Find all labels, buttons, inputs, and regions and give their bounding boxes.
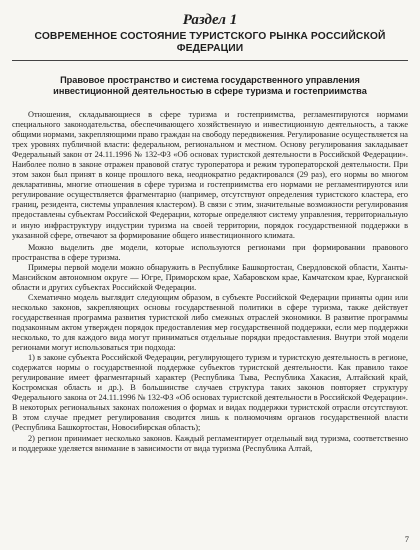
chapter-title: СОВРЕМЕННОЕ СОСТОЯНИЕ ТУРИСТСКОГО РЫНКА РОССИЙСКОЙ ФЕДЕРАЦИИ <box>34 31 386 54</box>
paragraph: 1) в законе субъекта Российской Федерации, регулирующего туризм и туристскую деятельность в регионе, содержатся нормы о государственной поддержке субъектов туристской деятельности. Как правило такое регулирование имеет фрагментарный характер (Республика Тыва, Республика Хакасия, Алтайский край, Костромская область и др.). В большинстве случаев структура таких законов повторяет структуру Федерального закона от 24.11.1996 № 132-ФЗ «Об основах туристской деятельности в Российской Федерации». В некоторых региональных законах положения о формах и видах поддержки туристской отрасли отсутствуют. В этом случае предмет регулирования сводится лишь к полномочиям органов государственной власти (Республика Башкортостан, Новосибирская область); <box>12 353 408 433</box>
paragraph: Отношения, складывающиеся в сфере туризма и гостеприимства, регламентируются нормами специального законодательства, обеспечивающего хозяйственную и инвестиционную деятельность, а также общими нормами, закрепляющими право граждан на свободу передвижения. Регулирование осуществляется на трех уровнях публичной власти: федеральном, региональном и местном. Основу регулирования закладывает Федеральный закон от 24.11.1996 № 132-ФЗ «Об основах туристской деятельности в Российской Федерации». Наиболее полно в законе отражен правовой статус туроператора и режим туроператорской деятельности. При этом закон был принят в конце прошлого века, неоднократно редактировался (29 раз), его нормы во многом декларативны, многие отношения в сфере туризма и гостеприимства его нормами не регламентируются или регулирование осуществляется фрагментарно (например, отсутствуют определения туристского кластера, его границ, резидента, системы управления кластером). В связи с этим, значительные возможности регулирования предоставлены субъектам Российской Федерации, которые определяют систему управления, территориальную и иную инфраструктуру индустрии туризма на своей территории, порядок государственной поддержки в указанной сфере, отвечают за формирование общего инвестиционного климата. <box>12 110 408 240</box>
paragraph: Примеры первой модели можно обнаружить в Республике Башкортостан, Свердловской области, Ханты-Мансийском автономном округе — Югре, Приморском крае, Хабаровском крае, Камчатском крае, Курганской области и других субъектах Российской Федерации. <box>12 262 408 292</box>
paragraph: Схематично модель выглядит следующим образом, в субъекте Российской Федерации приняты один или несколько законов, закрепляющих основы государственной политики в сфере туризма, также действует государственная программа развития туристской либо смежных отраслей экономики. В развитие программы подзаконным актом утвержден порядок предоставления мер государственной поддержки, если мер поддержки несколько, то для каждого вида могут приниматься отдельные порядки предоставления. Внутри этой модели регионами могут использоваться три подхода: <box>12 292 408 353</box>
body-text <box>12 110 408 454</box>
page-number: 7 <box>404 534 409 544</box>
part-heading: Раздел 1 <box>182 12 238 28</box>
paragraph: 2) регион принимает несколько законов. Каждый регламентирует отдельный вид туризма, соответственно и поддержке уделяется внимание в зависимости от вида туризма (Республика Алтай, <box>12 433 408 453</box>
paragraph: Можно выделить две модели, которые используются регионами при формировании правового пространства в сфере туризма. <box>12 242 408 262</box>
title-divider <box>12 60 408 61</box>
section-heading: Правовое пространство и система государственного управления инвестиционной деятельностью в сфере туризма и гостеприимства <box>53 75 367 96</box>
